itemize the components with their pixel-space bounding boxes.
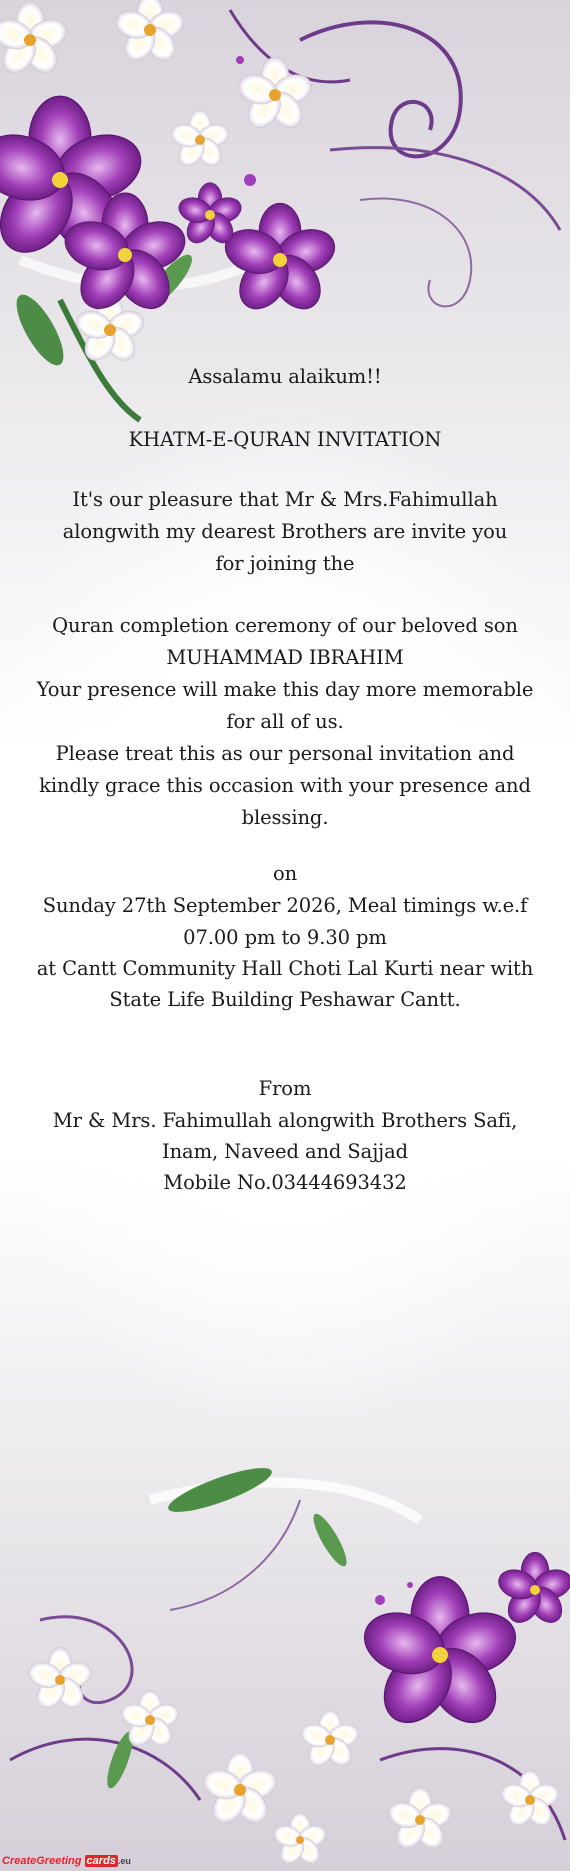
schedule-line: Sunday 27th September 2026, Meal timings w.e.f [42, 894, 528, 917]
on-label: on [272, 862, 298, 885]
ceremony-line: Please treat this as our personal invitation and [55, 742, 515, 765]
intro-line: for joining the [215, 552, 355, 575]
intro-line: alongwith my dearest Brothers are invite you [62, 520, 508, 543]
venue-line: at Cantt Community Hall Choti Lal Kurti near with [36, 957, 534, 980]
from-label: From [258, 1077, 312, 1100]
logo-cards: cards [86, 1855, 116, 1867]
ceremony-line: kindly grace this occasion with your presence and [39, 774, 531, 797]
from-line: Inam, Naveed and Sajjad [162, 1140, 408, 1163]
greeting-text: Assalamu alaikum!! [188, 365, 382, 388]
son-name: MUHAMMAD IBRAHIM [166, 646, 404, 669]
invitation-title: KHATM-E-QURAN INVITATION [128, 428, 442, 451]
ceremony-line: Your presence will make this day more memorable [36, 678, 534, 701]
mobile-number: Mobile No.03444693432 [163, 1171, 407, 1194]
ceremony-line: for all of us. [226, 710, 344, 733]
site-logo[interactable] [2, 1855, 131, 1867]
venue-line: State Life Building Peshawar Cantt. [109, 988, 461, 1011]
logo-tld: .eu [117, 1856, 131, 1866]
logo-brand: CreateGreeting [2, 1855, 82, 1867]
ceremony-line: blessing. [241, 806, 329, 829]
schedule-line: 07.00 pm to 9.30 pm [183, 926, 387, 949]
intro-line: It's our pleasure that Mr & Mrs.Fahimullah [72, 488, 498, 511]
ceremony-line: Quran completion ceremony of our beloved son [52, 614, 518, 637]
from-line: Mr & Mrs. Fahimullah alongwith Brothers Safi, [52, 1109, 518, 1132]
